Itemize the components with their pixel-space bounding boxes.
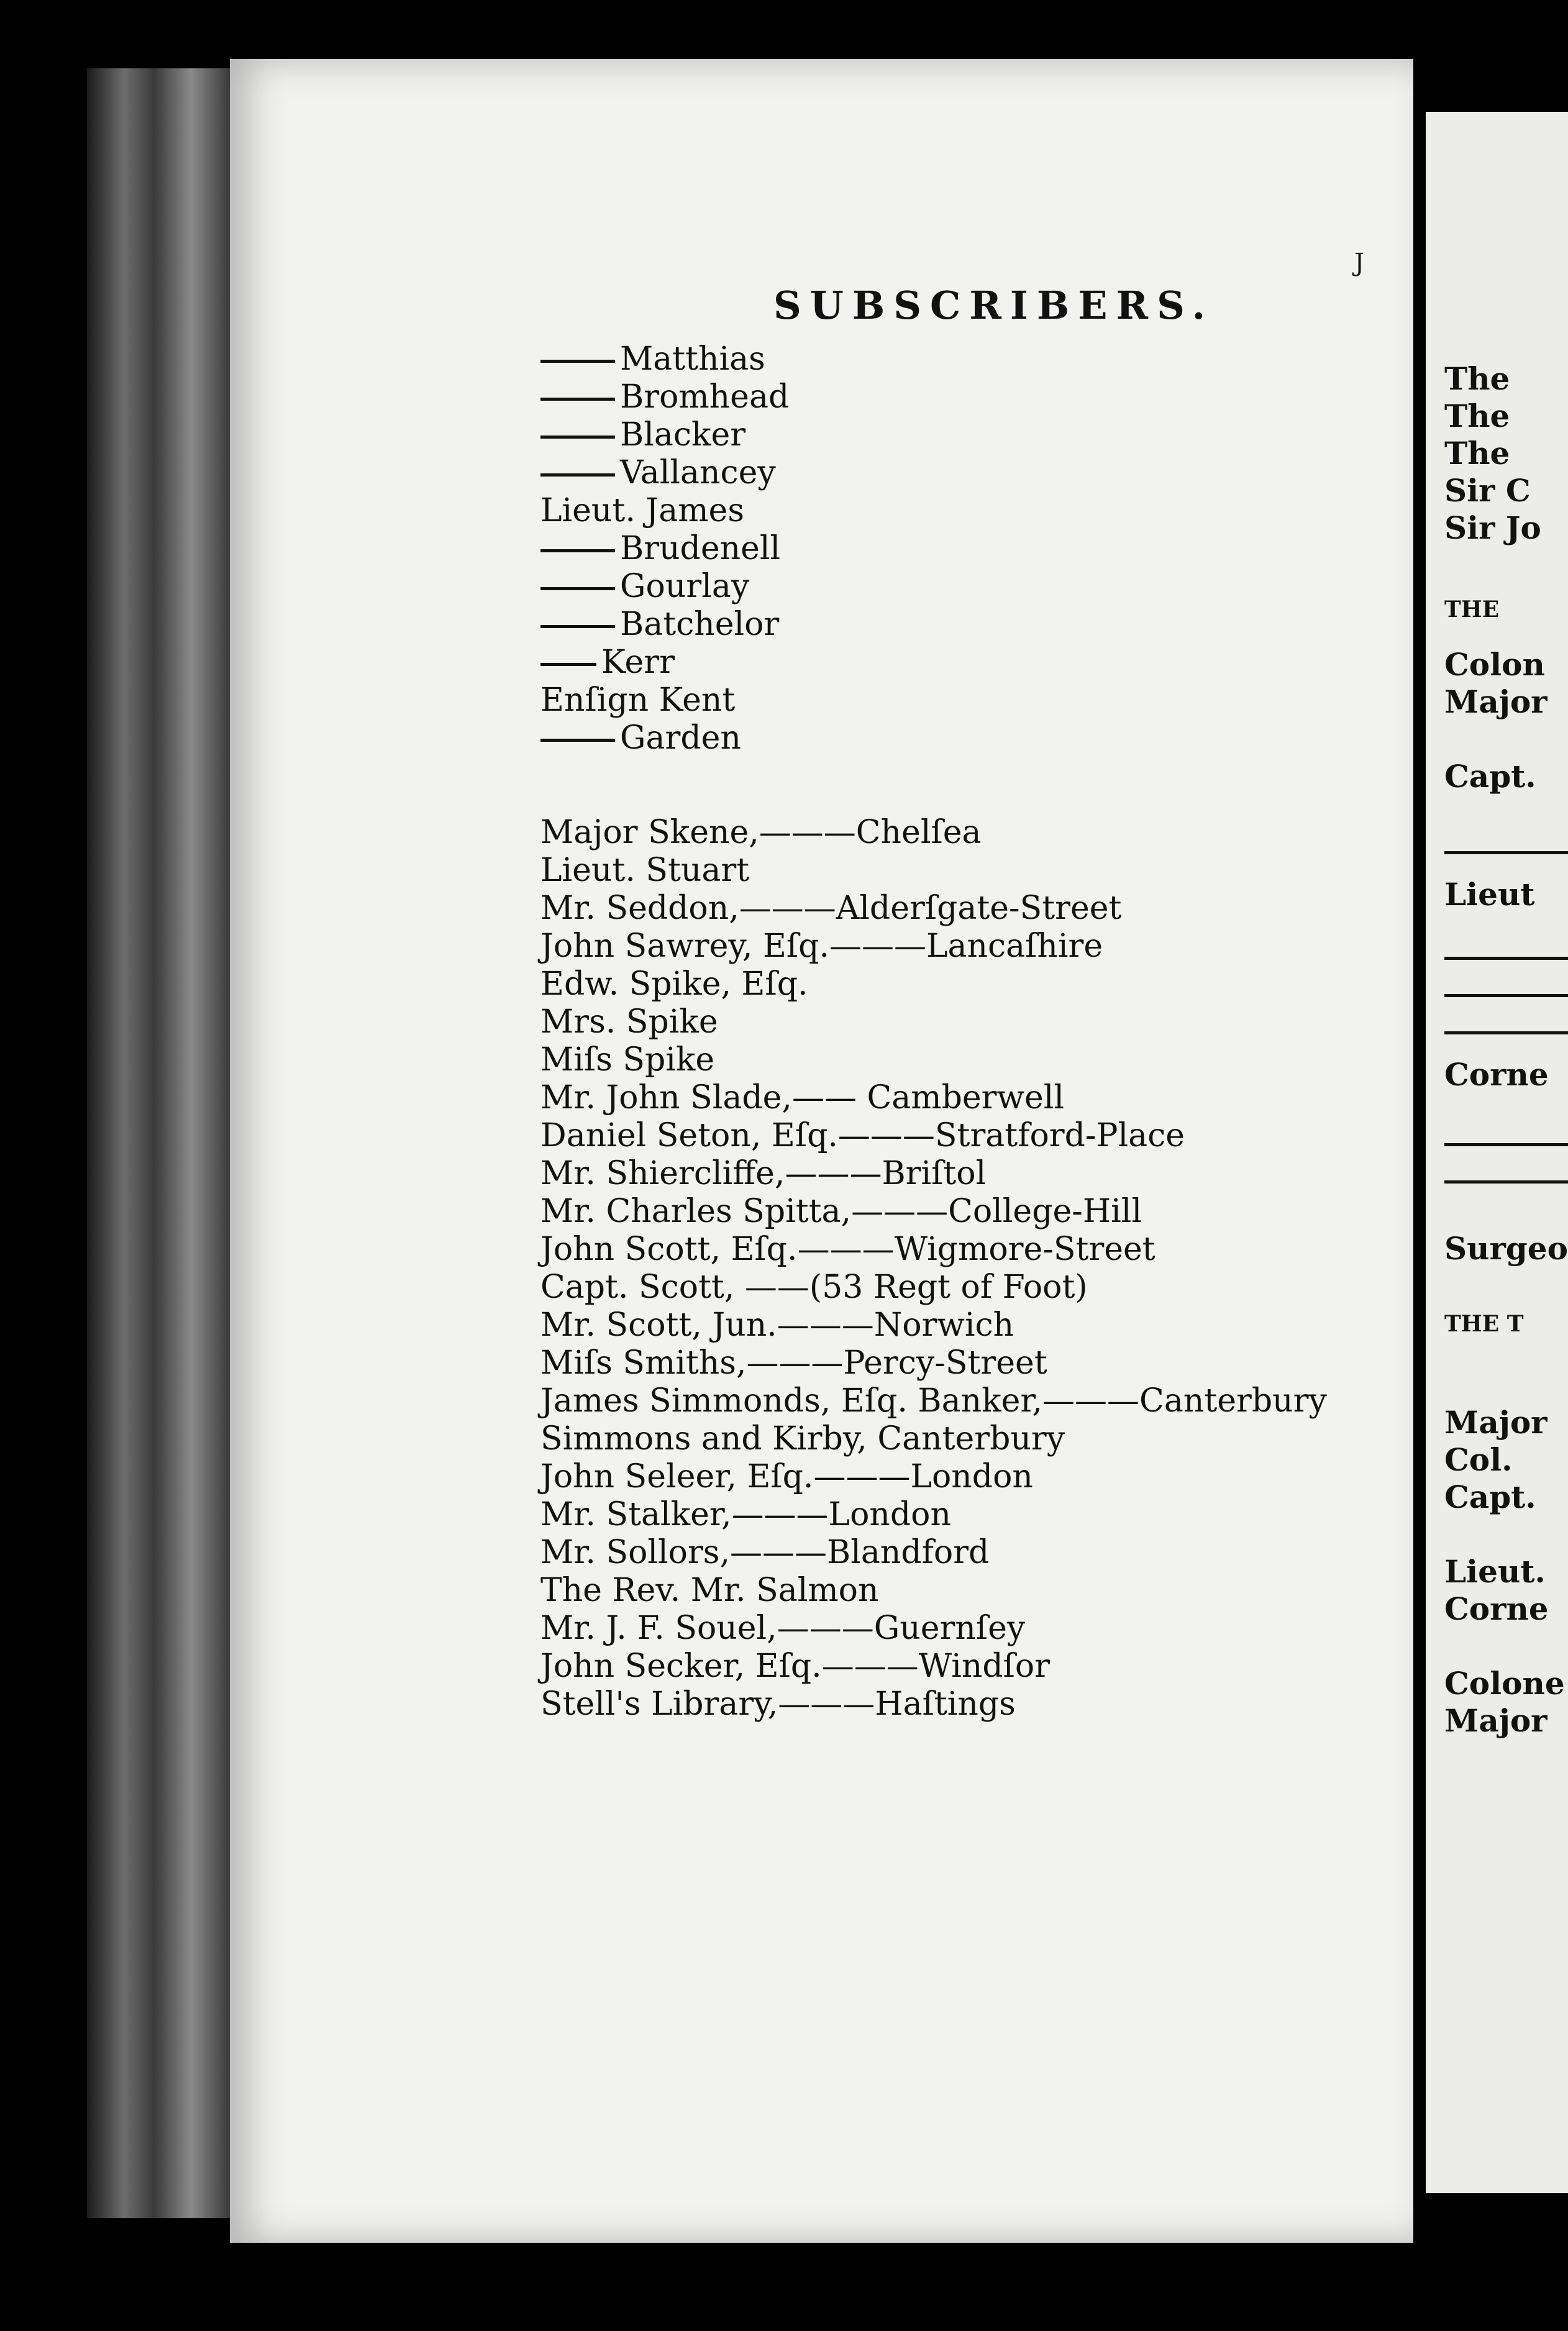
list-item: Major Skene,———Chelſea [540,814,982,851]
list-item: Edw. Spike, Eſq. [540,965,808,1003]
right-rule [1444,1031,1568,1034]
list-item: Mr. Charles Spitta,———College-Hill [540,1193,1142,1230]
right-fragment: The [1444,360,1510,397]
right-fragment: Colone [1444,1665,1565,1702]
right-fragment: Lieut [1444,876,1535,913]
page-heading: SUBSCRIBERS. [773,283,1215,328]
right-fragment: Capt. [1444,758,1536,795]
list-item: Enſign Kent [540,682,736,719]
right-rule [1444,1180,1568,1184]
officer-list [540,340,789,757]
list-item: Blacker [540,416,789,454]
list-item: John Secker, Eſq.———Windſor [540,1648,1051,1685]
list-item: Daniel Seton, Eſq.———Stratford-Place [540,1117,1185,1154]
right-rule [1444,1143,1568,1146]
list-item: The Rev. Mr. Salmon [540,1572,879,1609]
right-rule [1444,851,1568,854]
list-item: Matthias [540,340,789,378]
list-item: Capt. Scott, ——(53 Regt of Foot) [540,1269,1088,1306]
list-item: Mr. Shiercliffe,———Briſtol [540,1155,987,1192]
list-item: Lieut. Stuart [540,852,750,889]
list-item: John Scott, Eſq.———Wigmore-Street [540,1231,1155,1268]
right-fragment: Capt. [1444,1479,1536,1515]
list-item: Mr. Seddon,———Alderſgate-Street [540,890,1122,927]
list-item: Lieut. James [540,492,745,529]
right-fragment: Major [1444,683,1547,720]
list-item: Vallancey [540,454,789,492]
right-page-edge [1426,112,1568,2193]
list-item: Mr. Sollors,———Blandford [540,1534,990,1571]
list-item: Mr. John Slade,—— Camberwell [540,1079,1065,1116]
right-fragment: Major [1444,1702,1547,1739]
right-fragment: Sir C [1444,472,1531,509]
list-item: James Simmonds, Eſq. Banker,———Canterbury [540,1382,1327,1420]
list-item: Mrs. Spike [540,1003,718,1041]
subscriber-list [540,814,1327,1723]
corner-mark: J [1354,249,1365,277]
list-item: Gourlay [540,568,789,606]
list-item: Garden [540,719,789,757]
right-fragment: Surgeo [1444,1230,1568,1267]
right-fragment: The [1444,435,1510,472]
list-item: Miſs Spike [540,1041,715,1079]
right-rule [1444,957,1568,960]
list-item: Miſs Smiths,———Percy-Street [540,1344,1047,1382]
right-rule [1444,994,1568,997]
list-item: Bromhead [540,378,789,416]
list-item: John Sawrey, Eſq.———Lancaſhire [540,928,1103,965]
book-spine [87,68,236,2218]
list-item: John Seleer, Eſq.———London [540,1458,1033,1495]
right-fragment: THE [1444,596,1500,623]
right-fragment: Corne [1444,1590,1549,1627]
right-fragment: Col. [1444,1441,1513,1478]
right-fragment: The [1444,398,1510,434]
right-fragment: Colon [1444,646,1545,683]
list-item: Brudenell [540,530,789,568]
list-item: Mr. J. F. Souel,———Guernſey [540,1610,1026,1647]
list-item: Stell's Library,———Haſtings [540,1686,1016,1723]
right-fragment: Major [1444,1404,1547,1441]
list-item: Kerr [540,644,789,682]
right-fragment: Sir Jo [1444,509,1541,546]
list-item: Mr. Scott, Jun.———Norwich [540,1307,1014,1344]
right-fragment: Corne [1444,1056,1549,1093]
right-fragment: THE T [1444,1311,1524,1337]
list-item: Mr. Stalker,———London [540,1496,951,1533]
list-item: Simmons and Kirby, Canterbury [540,1420,1065,1457]
right-fragment: Lieut. [1444,1553,1546,1590]
list-item: Batchelor [540,606,789,644]
